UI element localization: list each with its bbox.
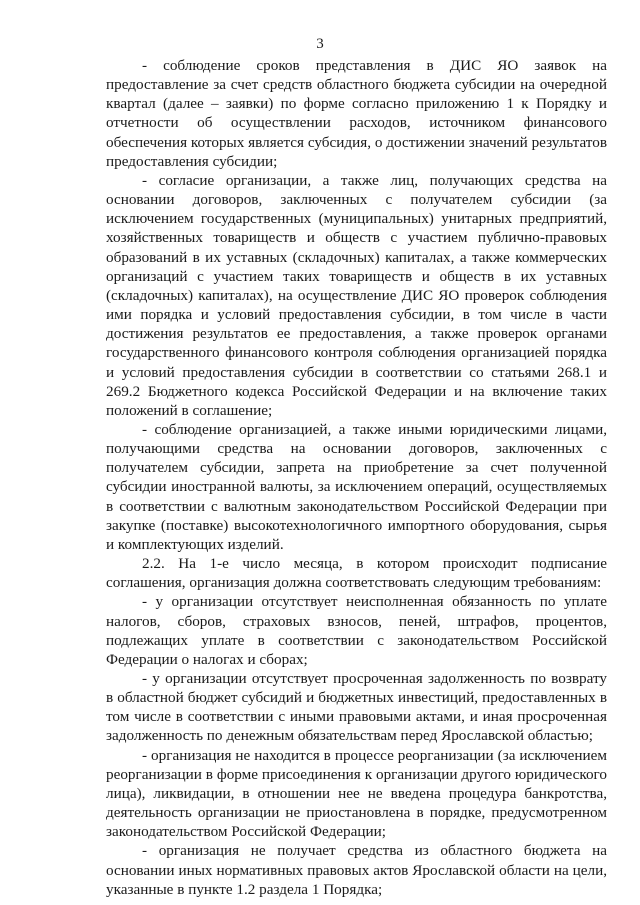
paragraph-no-tax-debt: - у организации отсутствует неисполненная обязанность по уплате налогов, сборов, страховых взносов, пеней, штрафов, процентов, подлежащих уплате в соответствии с законодательством Российской Федерации о налогах и сборах; — [106, 593, 607, 668]
paragraph-no-overdue-debt: - у организации отсутствует просроченная задолженность по возврату в областной бюджет субсидий и бюджетных инвестиций, предоставленных в том числе в соответствии с иными правовыми актами, и иная просроченная задолженность по денежным обязательствам перед Ярославской областью; — [106, 670, 607, 745]
paragraph-currency-ban: - соблюдение организацией, а также иными юридическими лицами, получающими средства на основании договоров, заключенных с получателем субсидии, запрета на приобретение за счет полученной субсидии иностранной валюты, за исключением операций, осуществляемых в соответствии с валютным законодательством Российской Федерации при закупке (поставке) высокотехнологичного импортного оборудования, сырья и комплектующих изделий. — [106, 420, 607, 553]
paragraph-no-other-funds: - организация не получает средства из областного бюджета на основании иных нормативных правовых актов Ярославской области на цели, указанные в пункте 1.2 раздела 1 Порядка; — [106, 842, 607, 898]
paragraph-consent-inspections: - согласие организации, а также лиц, получающих средства на основании договоров, заключенных с получателем субсидии (за исключением государственных (муниципальных) унитарных предприятий, хозяйственных товариществ и обществ с участием публично-правовых образований в их уставных (складочных) капиталах, а также коммерческих организаций с участием таких товариществ и обществ в их уставных (складочных) капиталах), на осуществление ДИС ЯО проверок соблюдения ими порядка и условий предоставления субсидии, в том числе в части достижения результатов ее предоставления, а также проверок органами государственного финансового контроля соблюдения организацией порядка и условий предоставления субсидии в соответствии со статьями 268.1 и 269.2 Бюджетного кодекса Российской Федерации и на включение таких положений в соглашение; — [106, 171, 607, 419]
page-number: 3 — [316, 36, 324, 52]
paragraph-deadlines: - соблюдение сроков представления в ДИС ЯО заявок на предоставление за счет средств областного бюджета субсидии на очередной квартал (далее – заявки) по форме согласно приложению 1 к Порядку и отчетности об осуществлении расходов, источником финансового обеспечения которых является субсидия, о достижении значений результатов предоставления субсидии; — [106, 57, 607, 170]
paragraph-no-reorganization: - организация не находится в процессе реорганизации (за исключением реорганизации в форме присоединения к организации другого юридического лица), ликвидации, в отношении нее не введена процедура банкротства, деятельность организации не приостановлена в порядке, предусмотренном законодательством Российской Федерации; — [106, 746, 607, 841]
paragraph-requirements-intro: 2.2. На 1-е число месяца, в котором происходит подписание соглашения, организация должна соответствовать следующим требованиям: — [106, 555, 607, 592]
document-body — [106, 56, 607, 899]
